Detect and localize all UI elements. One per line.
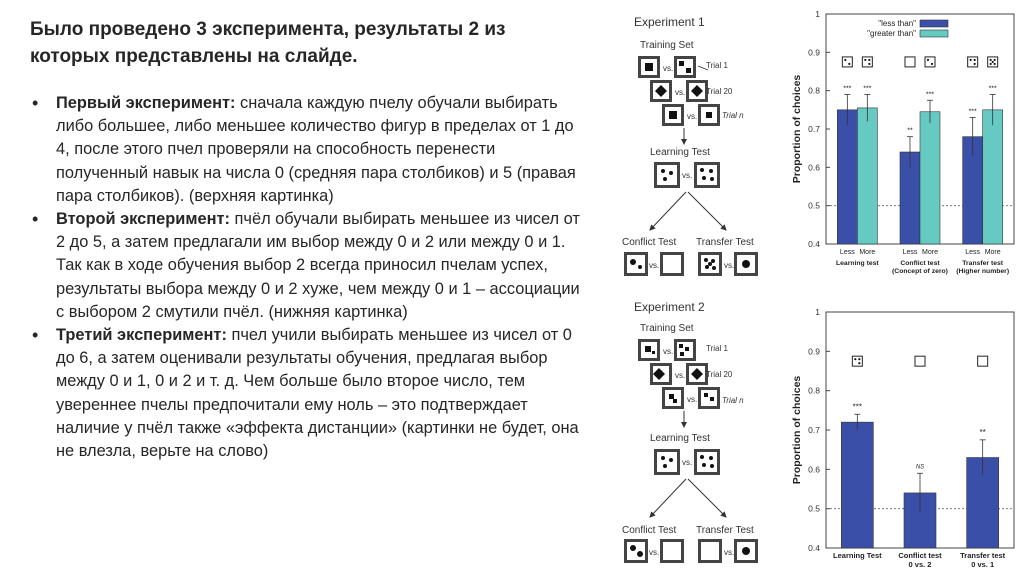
- y-tick-label: 1: [815, 9, 820, 19]
- y-axis-label: Proportion of choices: [791, 375, 803, 485]
- training-set-label: Training Set: [640, 40, 694, 51]
- y-tick-label: 0.7: [808, 124, 820, 134]
- stimulus-icon: [915, 356, 925, 366]
- vs-label: vs.: [663, 347, 674, 356]
- trial-n-label: Trial n: [722, 111, 744, 120]
- stimulus-dot: [994, 59, 996, 61]
- legend-label: "greater than": [867, 29, 916, 38]
- stimulus-dot: [854, 358, 856, 360]
- learning-test-stimuli: [654, 449, 720, 475]
- transfer-test-stimuli: [698, 252, 758, 276]
- learning-test-label: Learning Test: [650, 147, 710, 158]
- significance-label: ***: [925, 91, 935, 99]
- stimulus-dot: [858, 362, 860, 364]
- significance-label: ***: [843, 85, 852, 93]
- vs-label: vs.: [649, 548, 660, 557]
- category-label: Conflict test: [898, 551, 942, 560]
- legend-swatch: [920, 30, 948, 37]
- y-tick-label: 1: [815, 307, 820, 317]
- conflict-test-stimuli: [624, 252, 684, 276]
- vs-label: vs.: [675, 371, 686, 380]
- y-tick-label: 0.7: [808, 425, 820, 435]
- category-label: Learning Test: [833, 551, 882, 560]
- trial-card-n: [662, 104, 720, 126]
- experiment-title: Experiment 1: [634, 15, 705, 29]
- bullet-experiment-2: [30, 208, 590, 324]
- trial-card-20: [650, 80, 708, 102]
- trial-card-20: [650, 363, 708, 385]
- vs-label: vs.: [649, 261, 660, 270]
- trial-1-label: Trial 1: [706, 61, 728, 70]
- conflict-test-label: Conflict Test: [622, 237, 677, 248]
- bar: [920, 112, 940, 244]
- stimulus-dot: [868, 63, 870, 65]
- stimulus-dot: [970, 59, 972, 61]
- vs-label: vs.: [687, 112, 698, 121]
- category-label: Transfer test: [962, 260, 1004, 267]
- transfer-test-label: Transfer Test: [696, 525, 754, 536]
- stimulus-dot: [848, 63, 850, 65]
- stimulus-icon: [905, 57, 915, 67]
- bullet-text: сначала каждую пчелу обучали выбирать либо большее, либо меньшее количество фигур в пределах от 1 до 4, после этого пчел проверяли на способность перенести полученный навык на числа 0 (средняя пара столбиков) и 5 (правая пара столбиков). (верхняя картинка): [56, 94, 576, 205]
- bar-sub-label: More: [922, 249, 938, 256]
- y-tick-label: 0.6: [808, 162, 820, 173]
- stimulus-dot: [990, 59, 992, 61]
- stimulus-icon: [842, 57, 852, 67]
- bar-sub-label: More: [984, 249, 1001, 256]
- bullet-text: пчёл обучали выбирать меньшее из чисел от 2 до 5, а затем предлагали им выбор между 0 и 2 или между 0 и 1. Так как в ходе обучения выбор 2 всегда приносил пчелам успех, результаты выбора между 0 и 2 хуже, чем между 0 и 1 – ассоциации с выбором 2 смутили пчёл. (нижняя картинка): [56, 210, 580, 321]
- stimulus-dot: [864, 59, 866, 61]
- y-tick-label: 0.5: [808, 503, 820, 514]
- vs-label: vs.: [682, 458, 693, 467]
- y-tick-label: 0.4: [808, 543, 820, 553]
- bar: [837, 110, 857, 244]
- category-label: (Higher number): [956, 268, 1010, 275]
- y-tick-label: 0.5: [808, 200, 820, 211]
- significance-label: **: [907, 127, 913, 135]
- bullet-heading: Третий эксперимент:: [56, 326, 227, 345]
- vs-label: vs.: [687, 395, 698, 404]
- stimulus-dot: [994, 63, 996, 65]
- conflict-test-stimuli: [624, 539, 684, 563]
- category-label: (Concept of zero): [892, 268, 948, 275]
- y-tick-label: 0.4: [808, 239, 820, 249]
- bullet-experiment-3: [30, 324, 590, 463]
- significance-label: ***: [988, 85, 997, 93]
- bar-sub-label: More: [859, 249, 876, 256]
- bar: [857, 108, 877, 244]
- stimulus-dot: [868, 59, 870, 61]
- y-tick-label: 0.6: [808, 464, 820, 475]
- legend-swatch: [920, 20, 948, 27]
- stimulus-dot: [990, 63, 992, 65]
- y-axis-label: Proportion of choices: [791, 74, 803, 184]
- bar: [841, 422, 873, 548]
- trial-card-1: [638, 56, 696, 78]
- significance-label: ***: [968, 108, 977, 116]
- stimulus-dot: [844, 59, 846, 61]
- bar-sub-label: Less: [839, 249, 855, 256]
- bullet-heading: Первый эксперимент:: [56, 94, 236, 112]
- slide-title: Было проведено 3 эксперимента, результаты 2 из которых представлены на слайде.: [30, 19, 506, 67]
- trial-card-n: [662, 387, 720, 409]
- bullet-experiment-1: [30, 92, 590, 208]
- vs-label: vs.: [682, 171, 693, 180]
- experiment-1-chart: [786, 8, 1018, 290]
- stimulus-icon: [862, 57, 872, 67]
- stimulus-dot: [974, 63, 976, 65]
- y-tick-label: 0.8: [808, 85, 820, 96]
- trial-card-1: [638, 339, 696, 361]
- stimulus-icon: [852, 356, 862, 366]
- learning-test-stimuli: [654, 162, 720, 188]
- stimulus-dot: [927, 59, 929, 61]
- vs-label: vs.: [675, 88, 686, 97]
- experiment-title: Experiment 2: [634, 300, 705, 314]
- experiment-1-diagram: [614, 10, 764, 285]
- training-set-label: Training Set: [640, 323, 694, 334]
- stimulus-icon: [925, 57, 935, 67]
- bar-sub-label: Less: [965, 249, 981, 256]
- category-label: Transfer test: [960, 551, 1006, 560]
- y-tick-label: 0.9: [808, 346, 820, 357]
- significance-label: ***: [863, 85, 872, 93]
- vs-label: vs.: [724, 261, 735, 270]
- trial-20-label: Trial 20: [706, 87, 733, 96]
- significance-label: NS: [915, 464, 925, 471]
- experiment-2-diagram: [614, 295, 764, 570]
- stimulus-dot: [931, 63, 933, 65]
- category-label: 0 vs. 1: [971, 560, 995, 569]
- conflict-test-label: Conflict Test: [622, 525, 677, 536]
- transfer-test-stimuli: [698, 539, 758, 563]
- transfer-test-label: Transfer Test: [696, 237, 754, 248]
- experiment-2-chart: [786, 300, 1018, 572]
- significance-label: **: [979, 427, 986, 437]
- bullet-heading: Второй эксперимент:: [56, 210, 230, 229]
- bullet-text: пчел учили выбирать меньшее из чисел от 0 до 6, а затем оценивали результаты обучения, предлагая выбор между 0 и 1, 0 и 2 и т. д. Чем больше было второе число, тем увереннее пчелы предпочитали ему ноль – это подтверждает наличие у пчёл также «эффекта дистанции» (картинки не будет, она не влезла, верьте на слово): [56, 326, 579, 461]
- category-label: Conflict test: [900, 260, 940, 267]
- trial-n-label: Trial n: [722, 396, 744, 405]
- legend-label: "less than": [878, 19, 916, 28]
- bullet-list: [30, 92, 590, 463]
- y-tick-label: 0.9: [808, 47, 820, 58]
- stimulus-dot: [992, 61, 994, 63]
- vs-label: vs.: [724, 548, 735, 557]
- significance-label: ***: [852, 402, 863, 412]
- stimulus-icon: [978, 356, 988, 366]
- trial-20-label: Trial 20: [706, 370, 733, 379]
- learning-test-label: Learning Test: [650, 433, 710, 444]
- bar: [983, 110, 1003, 244]
- category-label: Learning test: [835, 260, 879, 267]
- stimulus-dot: [858, 358, 860, 360]
- vs-label: vs.: [663, 64, 674, 73]
- category-label: 0 vs. 2: [908, 560, 932, 569]
- bar-sub-label: Less: [902, 249, 918, 256]
- y-tick-label: 0.8: [808, 385, 820, 396]
- stimulus-icon: [968, 57, 978, 67]
- stimulus-dot: [974, 59, 976, 61]
- trial-1-label: Trial 1: [706, 344, 728, 353]
